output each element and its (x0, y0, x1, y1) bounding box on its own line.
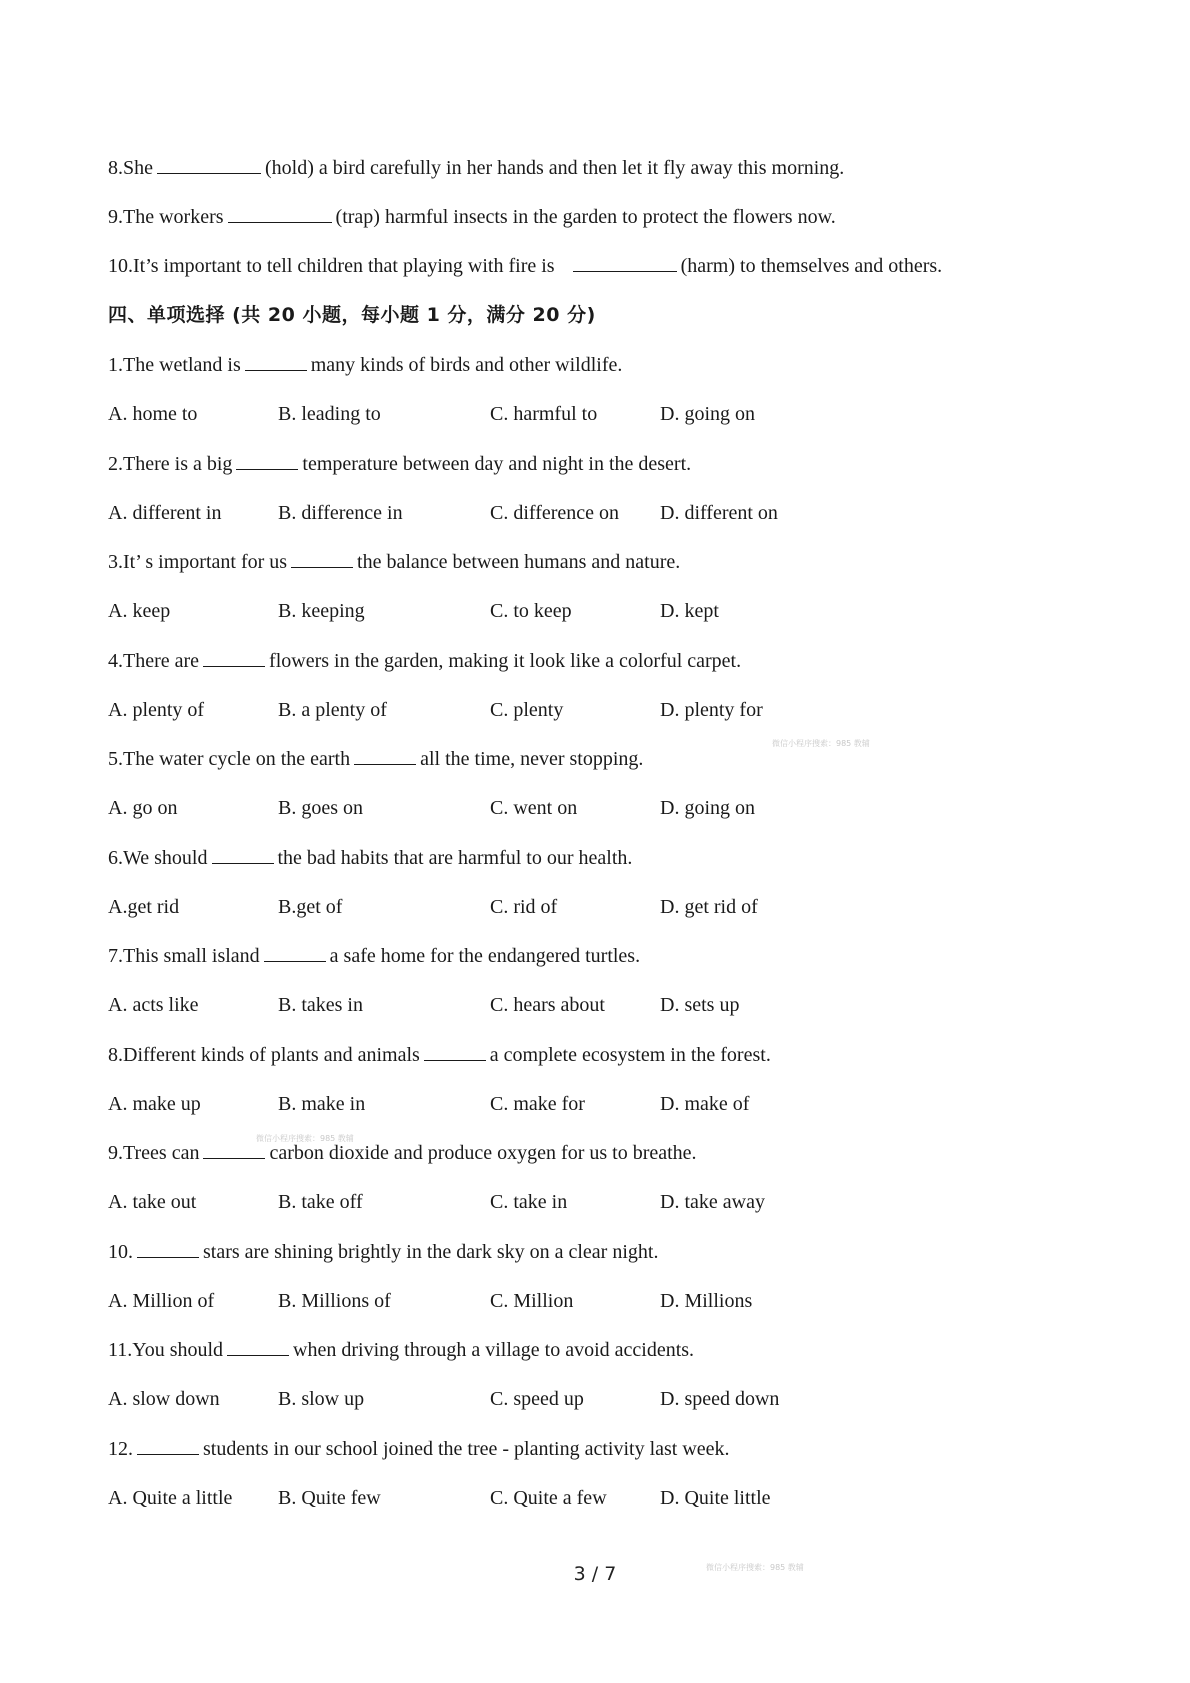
option-c: C. take in (490, 1191, 568, 1213)
question-stem-6 (108, 845, 632, 871)
answer-blank (291, 549, 353, 568)
question-prefix: 11.You should (108, 1339, 224, 1361)
answer-blank (203, 648, 265, 667)
page-number: 3 / 7 (573, 1563, 617, 1585)
option-a: A. Million of (108, 1290, 215, 1312)
option-d: D. get rid of (660, 896, 758, 918)
question-prefix: 10. (108, 1241, 133, 1263)
watermark: 微信小程序搜索：985 教辅 (772, 739, 870, 748)
option-c: C. speed up (490, 1388, 584, 1410)
answer-blank (245, 352, 307, 371)
question-stem-10 (108, 1239, 658, 1265)
option-d: D. going on (660, 403, 755, 425)
option-c: C. difference on (490, 502, 620, 524)
option-b: B. difference in (278, 502, 403, 524)
option-d: D. Quite little (660, 1487, 771, 1509)
answer-blank (227, 1337, 289, 1356)
option-b: B. goes on (278, 797, 363, 819)
option-b: B. keeping (278, 600, 365, 622)
answer-blank (137, 1436, 199, 1455)
question-prefix: 3.It’ s important for us (108, 551, 288, 573)
question-suffix: stars are shining brightly in the dark sky on a clear night. (203, 1241, 659, 1263)
option-d: D. Millions (660, 1290, 753, 1312)
question-suffix: when driving through a village to avoid accidents. (293, 1339, 695, 1361)
option-a: A. go on (108, 797, 178, 819)
option-d: D. sets up (660, 994, 740, 1016)
question-stem-8 (108, 1042, 771, 1068)
option-d: D. going on (660, 797, 755, 819)
question-stem-9 (108, 1140, 697, 1166)
question-prefix: 4.There are (108, 650, 200, 672)
option-a: A. acts like (108, 994, 199, 1016)
question-prefix: 7.This small island (108, 945, 260, 967)
option-b: B. slow up (278, 1388, 365, 1410)
option-a: A. Quite a little (108, 1487, 233, 1509)
option-b: B. make in (278, 1093, 366, 1115)
question-suffix: a complete ecosystem in the forest. (489, 1044, 771, 1066)
answer-blank (573, 253, 677, 272)
option-c: C. to keep (490, 600, 572, 622)
question-suffix: many kinds of birds and other wildlife. (310, 354, 623, 376)
section-title: 四、单项选择 (共 20 小题，每小题 1 分，满分 20 分) (108, 304, 596, 326)
question-stem-3 (108, 549, 680, 575)
question-suffix: flowers in the garden, making it look like a colorful carpet. (269, 650, 742, 672)
question-prefix: 5.The water cycle on the earth (108, 748, 351, 770)
question-prefix: 9.The workers (108, 206, 224, 228)
option-a: A. home to (108, 403, 198, 425)
question-stem-2 (108, 451, 691, 477)
option-c: C. hears about (490, 994, 605, 1016)
question-suffix: the balance between humans and nature. (357, 551, 681, 573)
option-b: B. Millions of (278, 1290, 391, 1312)
option-b: B. Quite few (278, 1487, 381, 1509)
question-suffix: students in our school joined the tree - planting activity last week. (203, 1438, 730, 1460)
question-prefix: 2.There is a big (108, 453, 233, 475)
question-suffix: the bad habits that are harmful to our health. (277, 847, 633, 869)
question-stem-5 (108, 746, 643, 772)
option-a: A. slow down (108, 1388, 220, 1410)
question-stem-4 (108, 648, 741, 674)
option-a: A. keep (108, 600, 171, 622)
answer-blank (424, 1042, 486, 1061)
option-c: C. went on (490, 797, 578, 819)
answer-blank (354, 746, 416, 765)
question-prefix: 6.We should (108, 847, 208, 869)
watermark: 微信小程序搜索：985 教辅 (706, 1563, 804, 1572)
option-c: C. rid of (490, 896, 558, 918)
question-stem-7 (108, 943, 640, 969)
option-b: B. leading to (278, 403, 381, 425)
question-prefix: 1.The wetland is (108, 354, 241, 376)
answer-blank (157, 155, 261, 174)
answer-blank (212, 845, 274, 864)
question-prefix: 8.She (108, 157, 153, 179)
question-prefix: 9.Trees can (108, 1142, 200, 1164)
fill-blank-9 (108, 204, 836, 230)
option-b: B. take off (278, 1191, 363, 1213)
option-d: D. kept (660, 600, 719, 622)
option-b: B. a plenty of (278, 699, 387, 721)
question-stem-1 (108, 352, 622, 378)
fill-blank-8 (108, 155, 844, 181)
option-c: C. make for (490, 1093, 585, 1115)
question-prefix: 10.It’s important to tell children that playing with fire is (108, 255, 555, 277)
option-a: A. different in (108, 502, 222, 524)
option-d: D. speed down (660, 1388, 780, 1410)
question-suffix: (hold) a bird carefully in her hands and then let it fly away this morning. (265, 157, 845, 179)
option-a: A. take out (108, 1191, 197, 1213)
option-d: D. different on (660, 502, 778, 524)
question-stem-12 (108, 1436, 730, 1462)
answer-blank (236, 451, 298, 470)
question-prefix: 8.Different kinds of plants and animals (108, 1044, 420, 1066)
answer-blank (228, 204, 332, 223)
question-suffix: (harm) to themselves and others. (680, 255, 943, 277)
option-d: D. take away (660, 1191, 765, 1213)
question-stem-11 (108, 1337, 694, 1363)
question-suffix: a safe home for the endangered turtles. (329, 945, 641, 967)
question-prefix: 12. (108, 1438, 133, 1460)
option-d: D. plenty for (660, 699, 763, 721)
watermark: 微信小程序搜索：985 教辅 (256, 1134, 354, 1143)
question-suffix: temperature between day and night in the desert. (302, 453, 692, 475)
option-a: A.get rid (108, 896, 180, 918)
question-suffix: all the time, never stopping. (420, 748, 644, 770)
option-c: C. Quite a few (490, 1487, 607, 1509)
option-c: C. harmful to (490, 403, 598, 425)
option-c: C. Million (490, 1290, 574, 1312)
option-d: D. make of (660, 1093, 750, 1115)
question-suffix: (trap) harmful insects in the garden to protect the flowers now. (335, 206, 836, 228)
question-suffix: carbon dioxide and produce oxygen for us to breathe. (269, 1142, 697, 1164)
fill-blank-10 (108, 253, 942, 279)
answer-blank (137, 1239, 199, 1258)
option-a: A. make up (108, 1093, 201, 1115)
option-b: B. takes in (278, 994, 363, 1016)
option-b: B.get of (278, 896, 343, 918)
option-a: A. plenty of (108, 699, 205, 721)
option-c: C. plenty (490, 699, 564, 721)
answer-blank (264, 943, 326, 962)
